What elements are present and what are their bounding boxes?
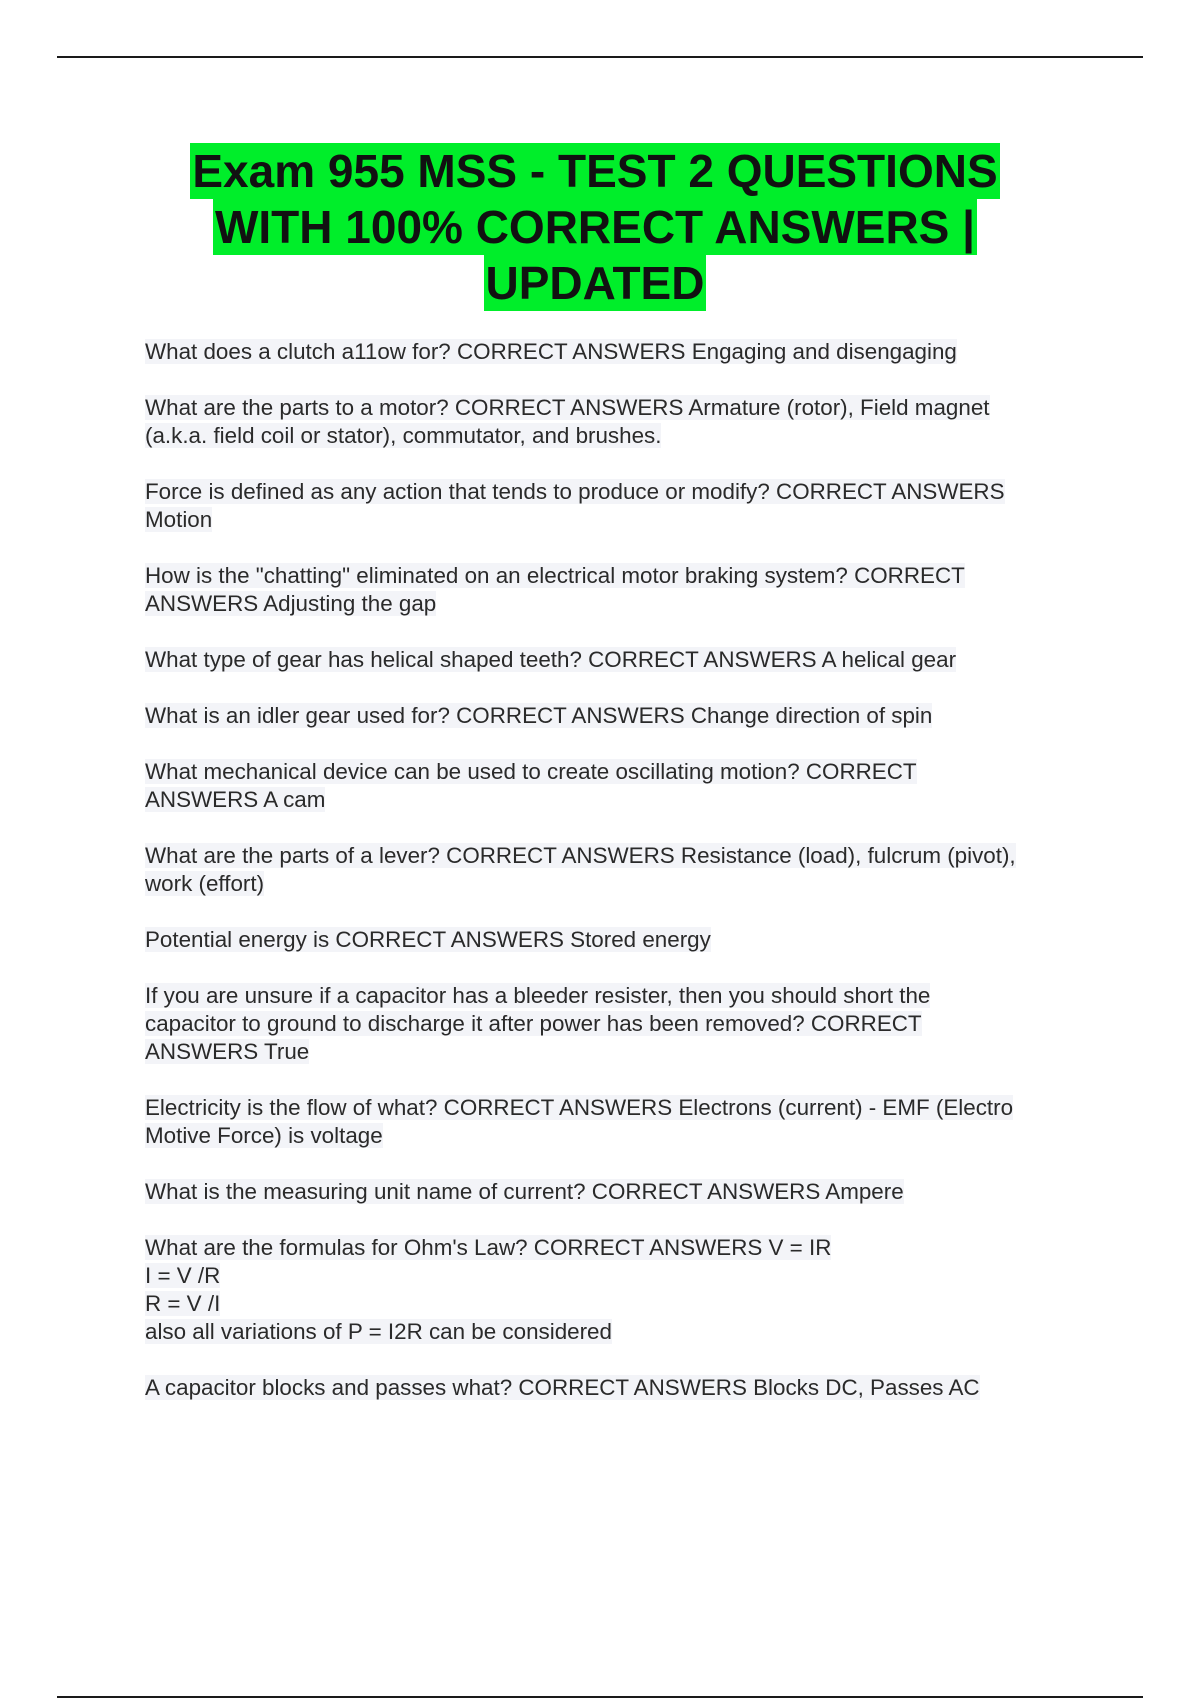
qa-text: What are the parts to a motor? CORRECT ANSWERS Armature (rotor), Field magnet (a.k.a. field coil or stator), commutator, and brushes. — [145, 395, 990, 448]
qa-item — [145, 478, 1105, 534]
qa-text: What are the parts of a lever? CORRECT ANSWERS Resistance (load), fulcrum (pivot), work (effort) — [145, 843, 1016, 896]
bottom-rule — [57, 1696, 1143, 1698]
qa-text: If you are unsure if a capacitor has a bleeder resister, then you should short the capacitor to ground to discharge it after power has been removed? CORRECT ANSWERS True — [145, 983, 931, 1064]
question-answer-list — [145, 338, 1105, 1430]
qa-item — [145, 646, 1105, 674]
qa-text: How is the "chatting" eliminated on an electrical motor braking system? CORRECT ANSWERS Adjusting the gap — [145, 563, 965, 616]
qa-item — [145, 1374, 1105, 1402]
qa-item — [145, 1234, 1105, 1346]
qa-text: Force is defined as any action that tends to produce or modify? CORRECT ANSWERS Motion — [145, 479, 1005, 532]
document-title — [120, 143, 1070, 311]
qa-item — [145, 1178, 1105, 1206]
qa-item — [145, 982, 1105, 1066]
qa-item — [145, 702, 1105, 730]
qa-item — [145, 562, 1105, 618]
qa-text: Potential energy is CORRECT ANSWERS Stored energy — [145, 927, 711, 952]
qa-item — [145, 338, 1105, 366]
qa-text: What are the formulas for Ohm's Law? CORRECT ANSWERS V = IR I = V /R R = V /I also all variations of P = I2R can be considered — [145, 1235, 832, 1344]
qa-text: A capacitor blocks and passes what? CORRECT ANSWERS Blocks DC, Passes AC — [145, 1375, 980, 1400]
qa-item — [145, 394, 1105, 450]
qa-text: What does a clutch a11ow for? CORRECT ANSWERS Engaging and disengaging — [145, 339, 957, 364]
qa-text: Electricity is the flow of what? CORRECT ANSWERS Electrons (current) - EMF (Electro Motive Force) is voltage — [145, 1095, 1014, 1148]
qa-text: What is an idler gear used for? CORRECT ANSWERS Change direction of spin — [145, 703, 933, 728]
qa-item — [145, 842, 1105, 898]
qa-text: What is the measuring unit name of current? CORRECT ANSWERS Ampere — [145, 1179, 904, 1204]
qa-item — [145, 1094, 1105, 1150]
qa-item — [145, 758, 1105, 814]
title-line-1: Exam 955 MSS - TEST 2 QUESTIONS — [192, 145, 998, 197]
top-rule — [57, 56, 1143, 58]
qa-text: What mechanical device can be used to create oscillating motion? CORRECT ANSWERS A cam — [145, 759, 917, 812]
title-line-2: WITH 100% CORRECT ANSWERS | — [214, 201, 975, 253]
qa-item — [145, 926, 1105, 954]
title-line-3: UPDATED — [485, 257, 705, 309]
qa-text: What type of gear has helical shaped teeth? CORRECT ANSWERS A helical gear — [145, 647, 957, 672]
